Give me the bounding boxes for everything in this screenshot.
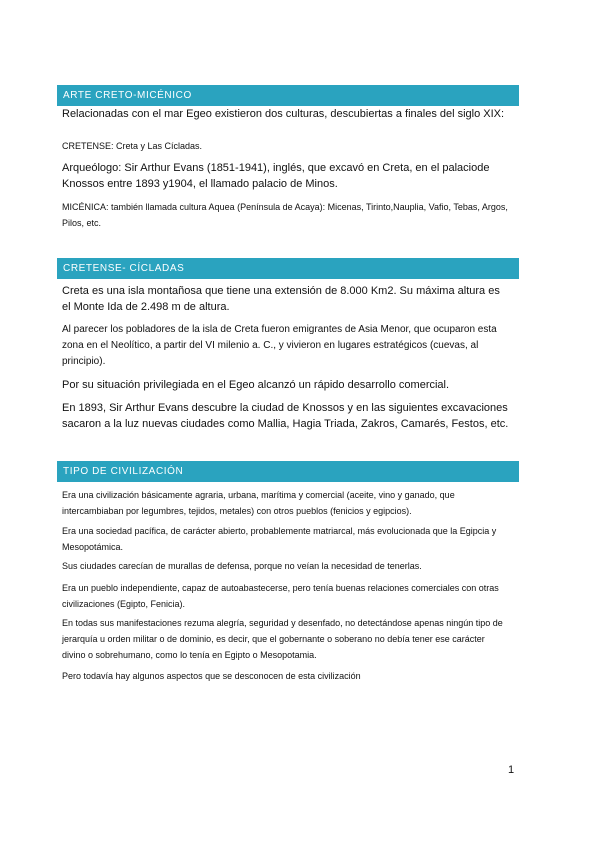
paragraph-evans-knossos: En 1893, Sir Arthur Evans descubre la ciudad de Knossos y en las siguientes excavaciones sacaron a la luz nuevas ciudades como Mallia, Hagia Triada, Zakros, Camarés, Festos, etc. bbox=[62, 402, 509, 430]
paragraph-intro: Relacionadas con el mar Egeo existieron dos culturas, descubiertas a finales del siglo XIX: bbox=[62, 108, 505, 120]
paragraph-creta-isla: Creta es una isla montañosa que tiene una extensión de 8.000 Km2. Su máxima altura es el Monte Ida de 2.498 m de altura. bbox=[62, 285, 500, 313]
paragraph-agraria: Era una civilización básicamente agraria, urbana, marítima y comercial (aceite, vino y ganado, que intercambiaban por legumbres, tejidos, metales) con otros pueblos (fenicios y egipcios). bbox=[62, 490, 455, 516]
page-number: 1 bbox=[508, 764, 515, 776]
paragraph-murallas: Sus ciudades carecían de murallas de defensa, porque no veían la necesidad de tenerlas. bbox=[62, 561, 422, 571]
paragraph-independiente: Era un pueblo independiente, capaz de autoabastecerse, pero tenía buenas relaciones comerciales con otras civilizaciones (Egipto, Fenicia). bbox=[62, 583, 499, 609]
paragraph-pobladores: Al parecer los pobladores de la isla de Creta fueron emigrantes de Asia Menor, que ocuparon esta zona en el Neolítico, a partir del VI milenio a. C., y vivieron en lugares estratégicos (cuevas, al principio). bbox=[62, 324, 497, 367]
paragraph-cretense: CRETENSE: Creta y Las Cícladas. bbox=[62, 141, 203, 151]
section-header-tipo-civilizacion: TIPO DE CIVILIZACIÓN bbox=[57, 461, 519, 482]
paragraph-micenica: MICÉNICA: también llamada cultura Aquea (Península de Acaya): Micenas, Tirinto,Nauplia, Vafio, Tebas, Argos, Pilos, etc. bbox=[62, 202, 508, 228]
section-header-arte-creto-micenico: ARTE CRETO-MICÉNICO bbox=[57, 85, 519, 106]
paragraph-manifestaciones: En todas sus manifestaciones rezuma alegría, seguridad y desenfado, no detectándose apenas ningún tipo de jerarquía u orden militar o de dominio, es decir, que el gobernante o soberano no debía tener ese carácter divino o sobrehumano, como lo tenía en Egipto o Mesopotamia. bbox=[62, 618, 503, 660]
paragraph-desconocen: Pero todavía hay algunos aspectos que se desconocen de esta civilización bbox=[62, 671, 361, 681]
paragraph-situacion: Por su situación privilegiada en el Egeo alcanzó un rápido desarrollo comercial. bbox=[62, 379, 450, 391]
paragraph-arqueologo: Arqueólogo: Sir Arthur Evans (1851-1941), inglés, que excavó en Creta, en el palaciode Knossos entre 1893 y1904, el llamado palacio de Minos. bbox=[62, 162, 490, 190]
paragraph-pacifica: Era una sociedad pacífica, de carácter abierto, probablemente matriarcal, más evolucionada que la Egipcia y Mesopotámica. bbox=[62, 526, 497, 552]
section-header-cretense-cicladas: CRETENSE- CÍCLADAS bbox=[57, 258, 519, 279]
